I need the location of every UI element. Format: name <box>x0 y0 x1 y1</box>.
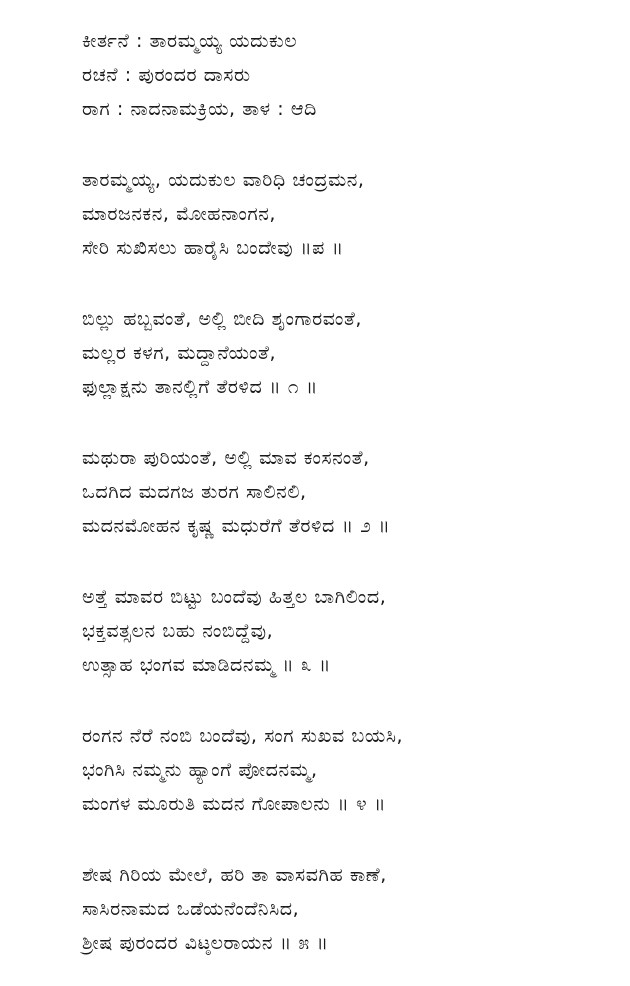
composer-line: ರಚನೆ : ಪುರಂದರ ದಾಸರು <box>82 64 251 86</box>
stanza-line: ಅತ್ತೆ ಮಾವರ ಬಿಟ್ಟು ಬಂದೆವು ಹಿತ್ತಲ ಬಾಗಿಲಿಂದ, <box>82 586 387 608</box>
stanza-line: ಮಾರಜನಕನ, ಮೋಹನಾಂಗನ, <box>82 203 277 225</box>
stanza-line: ಭಕ್ತವತ್ಸಲನ ಬಹು ನಂಬಿದ್ದೆವು, <box>82 620 274 642</box>
stanza-3 <box>82 580 612 682</box>
stanza-line: ಒದಗಿದ ಮದಗಜ ತುರಗ ಸಾಲಿನಲಿ, <box>82 481 307 503</box>
stanza-line: ಮಲ್ಲರ ಕಳಗ, ಮದ್ದಾನೆಯಂತೆ, <box>82 342 277 364</box>
stanza-line: ಮಥುರಾ ಪುರಿಯಂತೆ, ಅಲ್ಲಿ ಮಾವ ಕಂಸನಂತೆ, <box>82 447 370 469</box>
stanza-1 <box>82 302 612 404</box>
stanza-line: ಭಂಗಿಸಿ ನಮ್ಮನು ಹ್ಯಾಂಗೆ ಪೋದನಮ್ಮ, <box>82 759 318 781</box>
stanza-line: ಬಿಲ್ಲು ಹಬ್ಬವಂತೆ, ಅಲ್ಲಿ ಬೀದಿ ಶೃಂಗಾರವಂತೆ, <box>82 308 363 330</box>
stanza-2 <box>82 441 612 543</box>
stanza-line: ಫುಲ್ಲಾಕ್ಷನು ತಾನಲ್ಲಿಗೆ ತೆರಳಿದ ॥ ೧ ॥ <box>82 376 318 398</box>
stanza-line: ಮಂಗಳ ಮೂರುತಿ ಮದನ ಗೋಪಾಲನು ॥ ೪ ॥ <box>82 793 387 815</box>
stanza-line: ರಂಗನ ನೆರೆ ನಂಬಿ ಬಂದೆವು, ಸಂಗ ಸುಖವ ಬಯಸಿ, <box>82 725 404 747</box>
composition-title: ಕೀರ್ತನೆ : ತಾರಮ್ಮಯ್ಯ ಯದುಕುಲ <box>82 30 298 52</box>
stanza-line: ಸೇರಿ ಸುಖಿಸಲು ಹಾರೈಸಿ ಬಂದೇವು ॥ಪ ॥ <box>82 237 344 259</box>
stanza-pallavi <box>82 163 612 265</box>
stanza-line: ತಾರಮ್ಮಯ್ಯ, ಯದುಕುಲ ವಾರಿಧಿ ಚಂದ್ರಮನ, <box>82 169 365 191</box>
stanza-5 <box>82 858 612 960</box>
raga-tala-line: ರಾಗ : ನಾದನಾಮಕ್ರಿಯ, ತಾಳ : ಆದಿ <box>82 98 317 120</box>
stanza-line: ಶೇಷ ಗಿರಿಯ ಮೇಲೆ, ಹರಿ ತಾ ವಾಸವಗಿಹ ಕಾಣೆ, <box>82 864 387 886</box>
stanza-line: ಮದನಮೋಹನ ಕೃಷ್ಣ ಮಧುರೆಗೆ ತೆರಳಿದ ॥ ೨ ॥ <box>82 515 391 537</box>
stanza-line: ಶ್ರೀಷ ಪುರಂದರ ವಿಟ್ಠಲರಾಯನ ॥ ೫ ॥ <box>82 932 329 954</box>
stanza-4 <box>82 719 612 821</box>
header-block <box>82 24 612 126</box>
stanza-line: ಸಾಸಿರನಾಮದ ಒಡೆಯನೆಂದೆನಿಸಿದ, <box>82 898 300 920</box>
stanza-line: ಉತ್ಸಾಹ ಭಂಗವ ಮಾಡಿದನಮ್ಮ ॥ ೩ ॥ <box>82 654 331 676</box>
